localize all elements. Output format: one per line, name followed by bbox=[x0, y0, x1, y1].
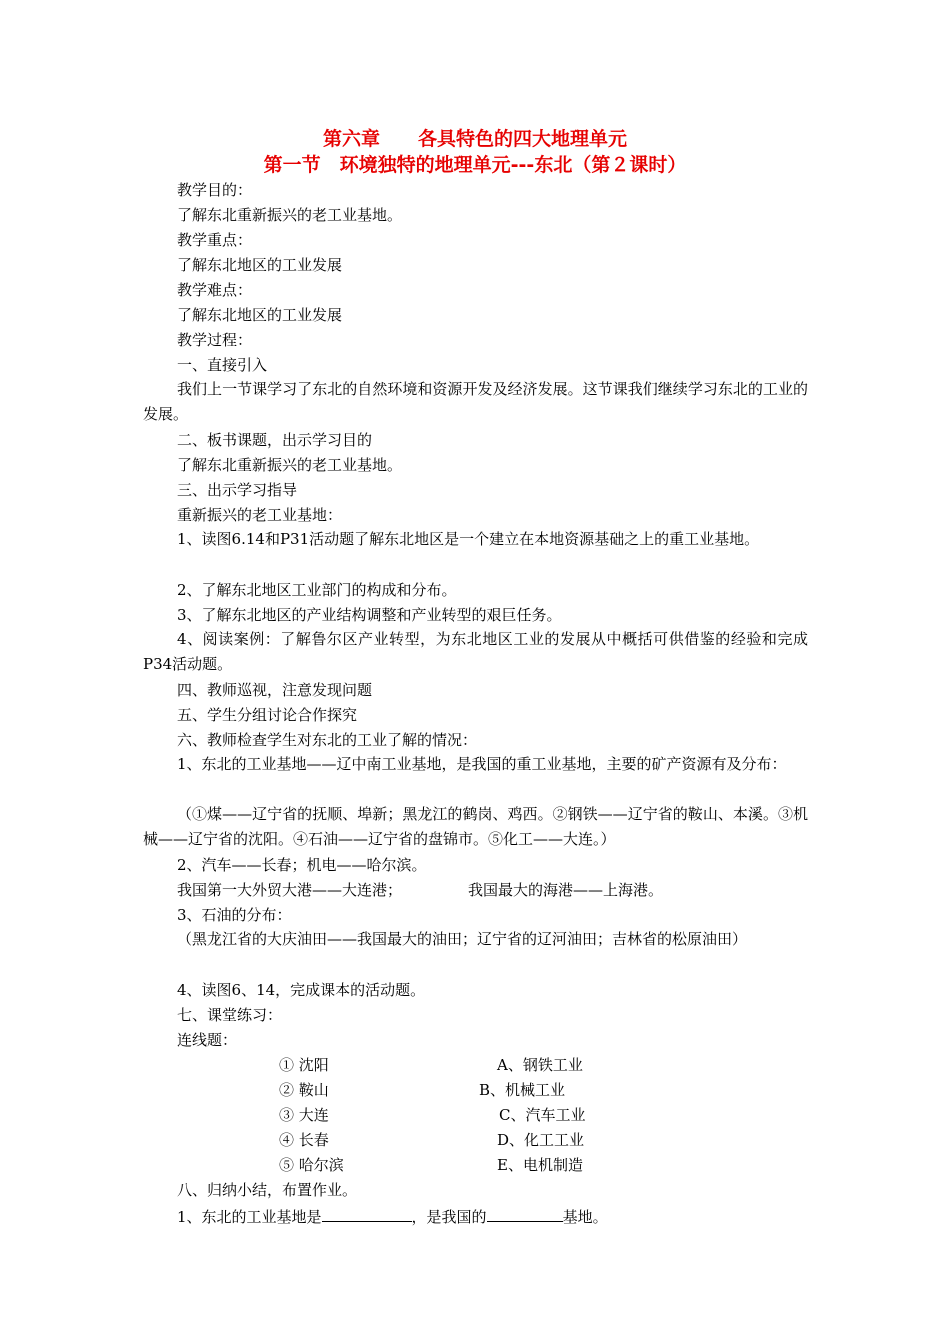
matching-right-item: A、钢铁工业 bbox=[497, 1056, 583, 1074]
objective-text: 了解东北重新振兴的老工业基地。 bbox=[177, 206, 403, 224]
oilfield-list: （黑龙江省的大庆油田——我国最大的油田；辽宁省的辽河油田；吉林省的松原油田） bbox=[177, 930, 748, 948]
homework-question bbox=[177, 1205, 608, 1227]
step-7-heading: 七、课堂练习： bbox=[177, 1006, 283, 1024]
matching-right-item: E、电机制造 bbox=[497, 1156, 583, 1174]
matching-left-item: ⑤ 哈尔滨 bbox=[279, 1156, 344, 1174]
keypoint-heading: 教学重点： bbox=[177, 231, 253, 249]
port-fact-1: 我国第一大外贸大港——大连港； bbox=[177, 881, 403, 899]
guide-item-2: 2、了解东北地区工业部门的构成和分布。 bbox=[177, 581, 457, 599]
difficulty-text: 了解东北地区的工业发展 bbox=[177, 306, 343, 324]
matching-right-item: C、汽车工业 bbox=[499, 1106, 586, 1124]
step-6-heading: 六、教师检查学生对东北的工业了解的情况： bbox=[177, 731, 478, 749]
resource-list: （①煤——辽宁省的抚顺、埠新；黑龙江的鹤岗、鸡西。②钢铁——辽宁省的鞍山、本溪。③机械——辽宁省的沈阳。④石油——辽宁省的盘锦市。⑤化工——大连。） bbox=[143, 805, 808, 848]
section-title: 第一节 环境独特的地理单元---东北（第２课时） bbox=[263, 154, 687, 176]
step-8-heading: 八、归纳小结，布置作业。 bbox=[177, 1181, 358, 1199]
guide-heading: 重新振兴的老工业基地： bbox=[177, 506, 343, 524]
matching-heading: 连线题： bbox=[177, 1031, 238, 1049]
check-item-2: 2、汽车——长春；机电——哈尔滨。 bbox=[177, 856, 427, 874]
matching-left-item: ① 沈阳 bbox=[279, 1056, 329, 1074]
matching-right-item: B、机械工业 bbox=[479, 1081, 566, 1099]
step-1-heading: 一、直接引入 bbox=[177, 356, 268, 374]
objective-heading: 教学目的： bbox=[177, 181, 253, 199]
matching-right-item: D、化工工业 bbox=[497, 1131, 585, 1149]
intro-paragraph: 我们上一节课学习了东北的自然环境和资源开发及经济发展。这节课我们继续学习东北的工业的发展。 bbox=[143, 380, 808, 423]
check-item-4: 4、读图6、14，完成课本的活动题。 bbox=[177, 981, 426, 999]
matching-left-item: ④ 长春 bbox=[279, 1131, 329, 1149]
answer-blank[interactable] bbox=[487, 1205, 563, 1222]
port-fact-2: 我国最大的海港——上海港。 bbox=[468, 881, 664, 899]
chapter-title: 第六章 各具特色的四大地理单元 bbox=[322, 128, 627, 150]
check-item-1: 1、东北的工业基地——辽中南工业基地，是我国的重工业基地，主要的矿产资源有及分布： bbox=[177, 755, 787, 773]
step-4-heading: 四、教师巡视，注意发现问题 bbox=[177, 681, 373, 699]
step-2-text: 了解东北重新振兴的老工业基地。 bbox=[177, 456, 403, 474]
check-item-3: 3、石油的分布： bbox=[177, 906, 292, 924]
keypoint-text: 了解东北地区的工业发展 bbox=[177, 256, 343, 274]
homework-text-part: ，是我国的 bbox=[411, 1208, 487, 1226]
homework-text-part: 基地。 bbox=[562, 1208, 608, 1226]
answer-blank[interactable] bbox=[322, 1205, 412, 1222]
guide-item-4: 4、阅读案例：了解鲁尔区产业转型，为东北地区工业的发展从中概括可供借鉴的经验和完成P34活动题。 bbox=[143, 630, 808, 673]
step-5-heading: 五、学生分组讨论合作探究 bbox=[177, 706, 358, 724]
matching-left-item: ② 鞍山 bbox=[279, 1081, 329, 1099]
difficulty-heading: 教学难点： bbox=[177, 281, 253, 299]
matching-left-item: ③ 大连 bbox=[279, 1106, 329, 1124]
step-3-heading: 三、出示学习指导 bbox=[177, 481, 298, 499]
process-heading: 教学过程： bbox=[177, 331, 253, 349]
guide-item-1: 1、读图6.14和P31活动题了解东北地区是一个建立在本地资源基础之上的重工业基地。 bbox=[177, 530, 760, 548]
homework-text-part: 1、东北的工业基地是 bbox=[177, 1208, 322, 1226]
step-2-heading: 二、板书课题，出示学习目的 bbox=[177, 431, 373, 449]
guide-item-3: 3、了解东北地区的产业结构调整和产业转型的艰巨任务。 bbox=[177, 606, 562, 624]
